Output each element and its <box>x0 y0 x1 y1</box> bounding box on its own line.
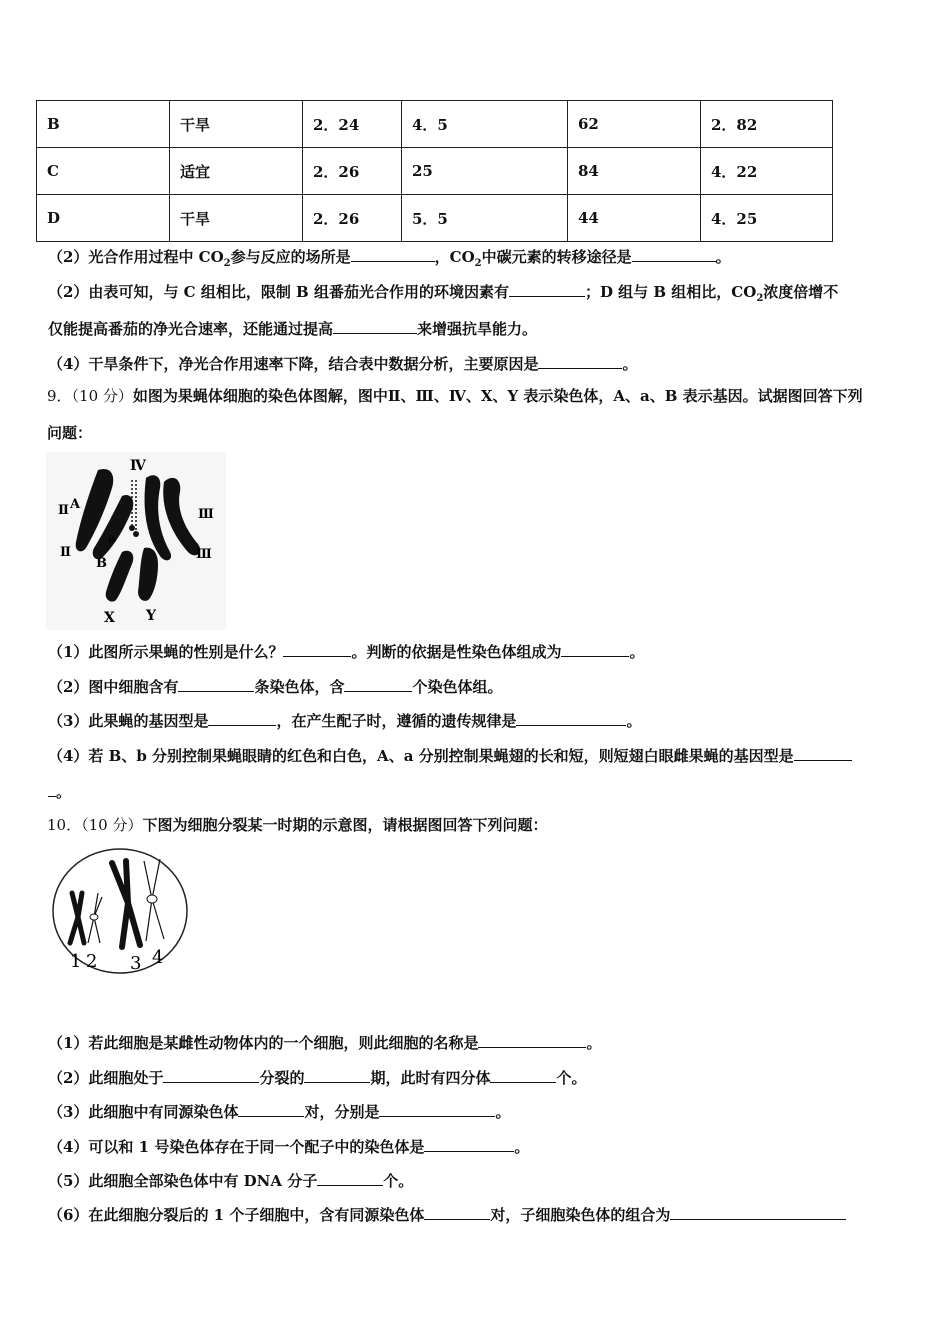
label-iii-bottom: Ⅲ <box>196 547 212 562</box>
answer-blank[interactable] <box>344 676 412 692</box>
text: 个。 <box>383 1172 414 1190</box>
text: 对，子细胞染色体的组合为 <box>490 1206 671 1224</box>
answer-blank[interactable] <box>178 676 254 692</box>
q10-subquestion-5 <box>48 1170 413 1191</box>
q8-subquestion-4 <box>48 353 637 374</box>
table-cell: 2．26 <box>303 195 402 242</box>
table-cell: 2．26 <box>303 148 402 195</box>
text: 。 <box>715 248 731 266</box>
text: 浓度倍增不 <box>763 283 839 301</box>
answer-blank[interactable] <box>561 641 629 657</box>
text: 分裂的 <box>259 1069 305 1087</box>
table-cell: 5．5 <box>402 195 568 242</box>
text: （2）图中细胞含有 <box>48 678 179 696</box>
subscript: 2 <box>474 258 482 269</box>
figure-background <box>46 452 226 630</box>
text: 来增强抗旱能力。 <box>417 320 538 338</box>
table-cell: D <box>37 195 170 242</box>
text: 。判断的依据是性染色体组成为 <box>351 643 562 661</box>
text: 中碳元素的转移途径是 <box>481 248 632 266</box>
text: 如图为果蝇体细胞的染色体图解，图中Ⅱ、Ⅲ、Ⅳ、X、Y 表示染色体，A、a、B 表示基因。试据图回答下列 <box>132 387 863 405</box>
text: （4）干旱条件下，净光合作用速率下降，结合表中数据分析，主要原因是 <box>48 355 539 373</box>
table-cell: 2．82 <box>701 101 833 148</box>
text: 个。 <box>556 1069 587 1087</box>
q9-subquestion-1 <box>48 641 644 662</box>
table-cell: 适宜 <box>170 148 303 195</box>
table-row <box>37 101 833 148</box>
q10-stem <box>47 815 547 835</box>
q10-subquestion-4 <box>48 1136 529 1157</box>
table-cell: 干旱 <box>170 101 303 148</box>
text: 仅能提高番茄的净光合速率，还能通过提高 <box>48 320 334 338</box>
text: 。 <box>626 712 642 730</box>
table-cell: B <box>37 101 170 148</box>
answer-blank[interactable] <box>538 353 622 369</box>
answer-blank[interactable] <box>163 1067 259 1083</box>
label-3: 3 <box>130 953 142 974</box>
label-gene-B: B <box>96 556 107 571</box>
text: 个染色体组。 <box>412 678 503 696</box>
answer-blank[interactable] <box>478 1032 586 1048</box>
table-cell: 84 <box>568 148 701 195</box>
answer-blank[interactable] <box>333 318 417 334</box>
table-cell: 4．22 <box>701 148 833 195</box>
label-2: 2 <box>86 951 98 972</box>
answer-blank[interactable] <box>509 281 585 297</box>
answer-blank[interactable] <box>424 1204 490 1220</box>
q9-subquestion-4 <box>48 745 852 766</box>
table-cell: C <box>37 148 170 195</box>
data-table <box>36 100 833 242</box>
text: 。 <box>586 1034 602 1052</box>
label-4: 4 <box>152 947 164 968</box>
text: （3）此细胞中有同源染色体 <box>48 1103 239 1121</box>
label-iv: Ⅳ <box>130 458 146 474</box>
text: 。 <box>56 783 72 801</box>
text: ，在产生配子时，遵循的遗传规律是 <box>276 712 517 730</box>
text: 条染色体，含 <box>254 678 345 696</box>
text: （1）若此细胞是某雌性动物体内的一个细胞，则此细胞的名称是 <box>48 1034 479 1052</box>
text: 参与反应的场所是 <box>230 248 351 266</box>
text: （4）可以和 1 号染色体存在于同一个配子中的染色体是 <box>48 1138 425 1156</box>
table-cell: 44 <box>568 195 701 242</box>
q9-stem-cont <box>47 423 92 443</box>
centromere <box>147 895 157 903</box>
table-cell: 干旱 <box>170 195 303 242</box>
answer-blank[interactable] <box>379 1101 495 1117</box>
text: 问题： <box>47 424 93 442</box>
text: ，CO <box>434 248 475 266</box>
q8-subquestion-2b <box>48 281 838 309</box>
chromosome-1 <box>70 893 84 943</box>
text: 。 <box>495 1103 511 1121</box>
label-gene-a: a <box>108 531 116 545</box>
q9-subquestion-3 <box>48 710 641 731</box>
q10-subquestion-2 <box>48 1067 587 1088</box>
text: 。 <box>629 643 645 661</box>
answer-blank[interactable] <box>304 1067 370 1083</box>
label-iii-top: Ⅲ <box>198 507 214 522</box>
label-ii-bottom: Ⅱ <box>60 545 71 560</box>
answer-blank[interactable] <box>48 781 56 797</box>
label-ii-top: Ⅱ <box>58 503 69 518</box>
answer-blank[interactable] <box>670 1204 846 1220</box>
q9-stem <box>47 386 863 406</box>
table-cell: 25 <box>402 148 568 195</box>
answer-blank[interactable] <box>424 1136 514 1152</box>
fruit-fly-chromosome-figure <box>46 452 226 630</box>
text: （2）由表可知，与 C 组相比，限制 B 组番茄光合作用的环境因素有 <box>48 283 509 301</box>
subscript: 2 <box>756 293 764 304</box>
table-row <box>37 148 833 195</box>
answer-blank[interactable] <box>317 1170 383 1186</box>
centromere-dot <box>133 531 139 537</box>
table-cell: 4．5 <box>402 101 568 148</box>
answer-blank[interactable] <box>516 710 626 726</box>
text: 期，此时有四分体 <box>370 1069 491 1087</box>
cell-division-figure <box>48 843 193 983</box>
answer-blank[interactable] <box>794 745 852 761</box>
text: （4）若 B、b 分别控制果蝇眼睛的红色和白色，A、a 分别控制果蝇翅的长和短，则短翅白眼雌果蝇的基因型是 <box>48 747 794 765</box>
q9-subquestion-2 <box>48 676 502 697</box>
text: （2）光合作用过程中 CO <box>48 248 224 266</box>
q10-subquestion-3 <box>48 1101 510 1122</box>
table-cell: 62 <box>568 101 701 148</box>
label-y: Y <box>146 608 156 624</box>
label-gene-A: A <box>70 497 81 512</box>
text: （3）此果蝇的基因型是 <box>48 712 209 730</box>
q9-subquestion-4-cont <box>48 781 71 802</box>
q10-subquestion-6 <box>48 1204 846 1225</box>
text: （5）此细胞全部染色体中有 DNA 分子 <box>48 1172 318 1190</box>
answer-blank[interactable] <box>490 1067 556 1083</box>
centromere <box>90 914 98 920</box>
text: （6）在此细胞分裂后的 1 个子细胞中，含有同源染色体 <box>48 1206 425 1224</box>
q8-subquestion-2b-cont <box>48 318 537 339</box>
table-cell: 2．24 <box>303 101 402 148</box>
text: ；D 组与 B 组相比，CO <box>584 283 757 301</box>
q8-subquestion-2a <box>48 246 731 274</box>
answer-blank[interactable] <box>238 1101 304 1117</box>
table-cell: 4．25 <box>701 195 833 242</box>
answer-blank[interactable] <box>632 246 716 262</box>
label-x: X <box>104 610 115 626</box>
subscript: 2 <box>223 258 231 269</box>
answer-blank[interactable] <box>208 710 276 726</box>
text: （2）此细胞处于 <box>48 1069 164 1087</box>
answer-blank[interactable] <box>283 641 351 657</box>
chromosome-3 <box>112 861 140 947</box>
label-1: 1 <box>70 951 82 972</box>
centromere-dot <box>129 525 135 531</box>
text: 对，分别是 <box>304 1103 380 1121</box>
text: 下图为细胞分裂某一时期的示意图，请根据图回答下列问题： <box>142 816 548 834</box>
question-number: 10．（10 分） <box>47 816 143 834</box>
q10-subquestion-1 <box>48 1032 601 1053</box>
table-row <box>37 195 833 242</box>
text: 。 <box>514 1138 530 1156</box>
question-number: 9．（10 分） <box>47 387 133 405</box>
text: （1）此图所示果蝇的性别是什么？ <box>48 643 284 661</box>
answer-blank[interactable] <box>351 246 435 262</box>
text: 。 <box>622 355 638 373</box>
